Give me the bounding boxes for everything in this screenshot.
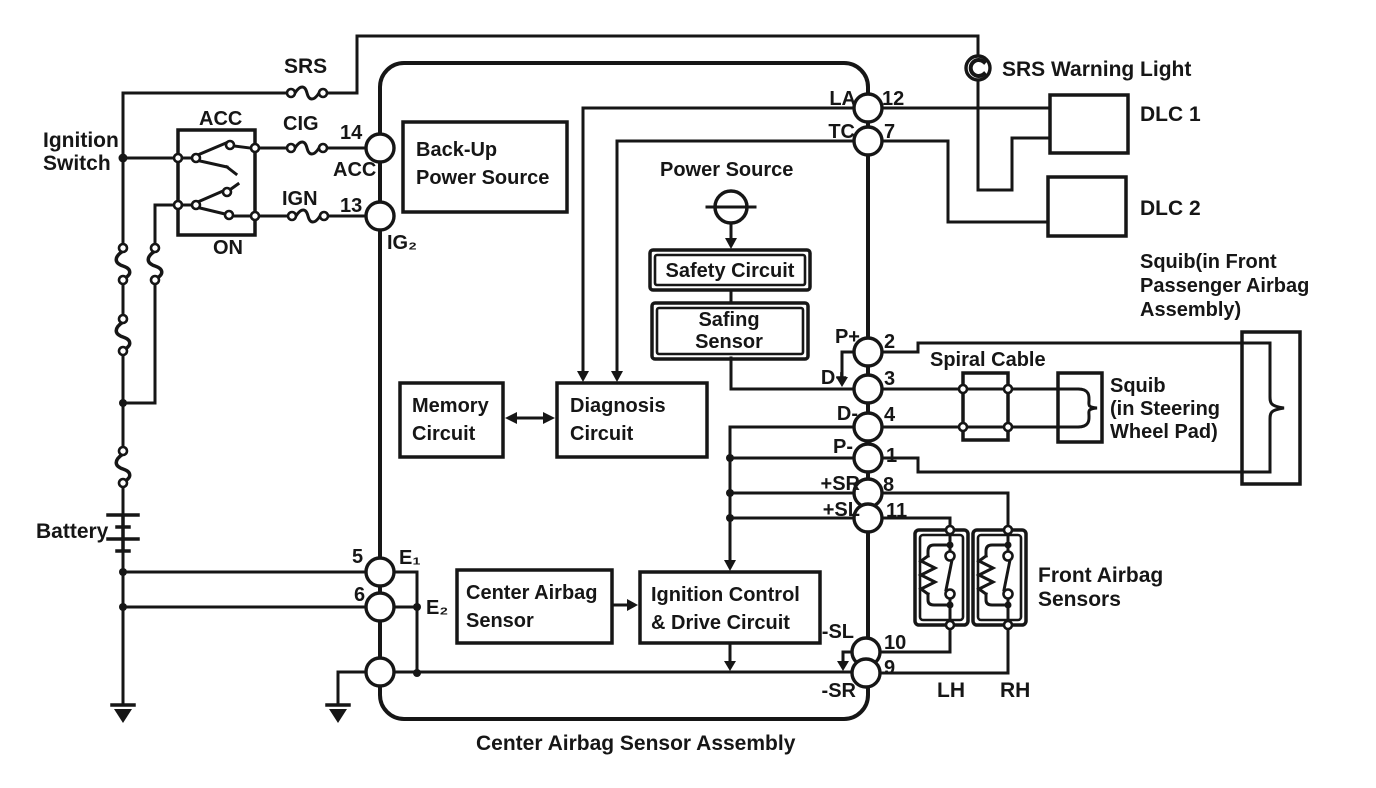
fusible-link-4	[148, 244, 162, 284]
cig-fuse-symbol	[287, 142, 327, 154]
ignition-control-label-1: Ignition Control	[651, 584, 800, 606]
dlc1-label: DLC 1	[1140, 103, 1201, 126]
backup-label-2: Power Source	[416, 167, 550, 189]
terminal-d-plus	[854, 375, 882, 403]
terminal-tc-name: TC	[828, 121, 855, 143]
terminal-6	[366, 593, 394, 621]
on-switch-label: ON	[213, 237, 243, 259]
center-airbag-sensor-box	[457, 570, 612, 643]
srs-fuse-symbol	[287, 87, 327, 99]
ignition-control-label-2: & Drive Circuit	[651, 612, 790, 634]
ground-symbol-battery	[112, 705, 134, 723]
safety-circuit-label: Safety Circuit	[665, 260, 795, 282]
terminal-14	[366, 134, 394, 162]
terminal-5	[366, 558, 394, 586]
terminal-11-number: 11	[886, 500, 908, 522]
assembly-title: Center Airbag Sensor Assembly	[476, 732, 796, 755]
diagram-labels	[36, 55, 1309, 755]
safing-label-1: Safing	[698, 309, 760, 331]
dlc2-label: DLC 2	[1140, 197, 1201, 220]
terminal-1-number: 1	[886, 445, 898, 467]
acc-switch-label: ACC	[199, 108, 243, 130]
diagnosis-label-2: Circuit	[570, 423, 634, 445]
memory-label-1: Memory	[412, 395, 489, 417]
terminal-5-name: E₁	[399, 547, 421, 569]
diagnosis-label-1: Diagnosis	[570, 395, 666, 417]
on-contact	[174, 184, 259, 220]
terminal-10-number: 10	[884, 632, 907, 654]
terminal-sl-plus-name: +SL	[822, 499, 860, 521]
terminal-p-minus-name: P-	[833, 436, 853, 458]
fusible-link-2	[116, 315, 130, 355]
ignition-switch-label-1: Ignition	[43, 129, 119, 152]
squib-front-label-3: Assembly)	[1140, 299, 1242, 321]
fusible-link-1	[116, 244, 130, 284]
ign-fuse-symbol	[288, 210, 328, 222]
terminal-13-number: 13	[340, 195, 363, 217]
front-airbag-sensor-rh	[973, 526, 1026, 629]
ignition-switch-symbol	[174, 130, 259, 235]
terminal-8-number: 8	[883, 474, 895, 496]
dlc2-box	[1048, 177, 1126, 236]
terminal-14-number: 14	[340, 122, 363, 144]
terminal-7-number: 7	[884, 121, 896, 143]
srs-warning-light-icon	[966, 56, 990, 80]
terminal-d-minus	[854, 413, 882, 441]
center-sensor-label-2: Sensor	[466, 610, 534, 632]
terminal-sl-minus-name: -SL	[821, 621, 854, 643]
ign-fuse-label: IGN	[282, 188, 318, 210]
battery-symbol	[108, 515, 138, 551]
front-sensors-label-2: Sensors	[1038, 588, 1121, 611]
terminal-la-name: LA	[829, 88, 856, 110]
terminal-la	[854, 94, 882, 122]
cig-fuse-label: CIG	[283, 113, 319, 135]
squib-steering-label-1: Squib	[1110, 375, 1166, 397]
terminal-9-number: 9	[884, 657, 896, 679]
spiral-cable-label: Spiral Cable	[930, 349, 1046, 371]
power-source-label: Power Source	[660, 159, 794, 181]
fusible-link-3	[116, 447, 130, 487]
terminal-12-number: 12	[882, 88, 905, 110]
front-sensors-label-1: Front Airbag	[1038, 564, 1164, 587]
terminal-14-name: ACC	[333, 159, 377, 181]
terminal-d-plus-name: D+	[820, 367, 847, 389]
center-sensor-label-1: Center Airbag	[466, 582, 598, 604]
terminal-6-name: E₂	[426, 597, 449, 619]
battery-label: Battery	[36, 520, 109, 543]
terminal-tc	[854, 127, 882, 155]
rh-label: RH	[1000, 679, 1031, 702]
terminal-p-plus-name: P+	[834, 326, 860, 348]
ground-symbol-assembly	[327, 705, 349, 723]
terminal-sr-minus-name: -SR	[821, 680, 856, 702]
steering-squib-symbol	[1058, 373, 1102, 442]
squib-front-label-2: Passenger Airbag	[1140, 275, 1310, 297]
terminal-sr-plus-name: +SR	[820, 473, 860, 495]
terminal-4-number: 4	[884, 404, 896, 426]
terminal-6-number: 6	[354, 584, 366, 606]
ignition-switch-label-2: Switch	[43, 152, 111, 175]
terminal-p-minus	[854, 444, 882, 472]
memory-label-2: Circuit	[412, 423, 476, 445]
front-airbag-sensor-lh	[915, 526, 968, 629]
spiral-cable-symbol	[959, 373, 1012, 440]
terminal-d-minus-name: D-	[836, 403, 858, 425]
terminal-5-number: 5	[352, 546, 364, 568]
squib-steering-label-2: (in Steering	[1110, 398, 1221, 420]
center-airbag-sensor-assembly-outline	[380, 63, 868, 719]
terminal-3-number: 3	[884, 368, 896, 390]
terminal-ground	[366, 658, 394, 686]
safing-label-2: Sensor	[695, 331, 763, 353]
dlc1-box	[1050, 95, 1128, 153]
terminal-2-number: 2	[884, 331, 896, 353]
squib-steering-label-3: Wheel Pad)	[1110, 421, 1218, 443]
backup-label-1: Back-Up	[416, 139, 498, 161]
acc-contact	[174, 141, 259, 174]
srs-fuse-label: SRS	[284, 55, 328, 78]
squib-front-label-1: Squib(in Front	[1140, 251, 1277, 273]
passenger-squib-symbol	[1242, 332, 1300, 484]
terminal-sr-minus	[852, 659, 880, 687]
terminal-13-name: IG₂	[387, 232, 417, 254]
terminal-13	[366, 202, 394, 230]
srs-warning-label: SRS Warning Light	[1002, 58, 1192, 81]
lh-label: LH	[937, 679, 965, 702]
